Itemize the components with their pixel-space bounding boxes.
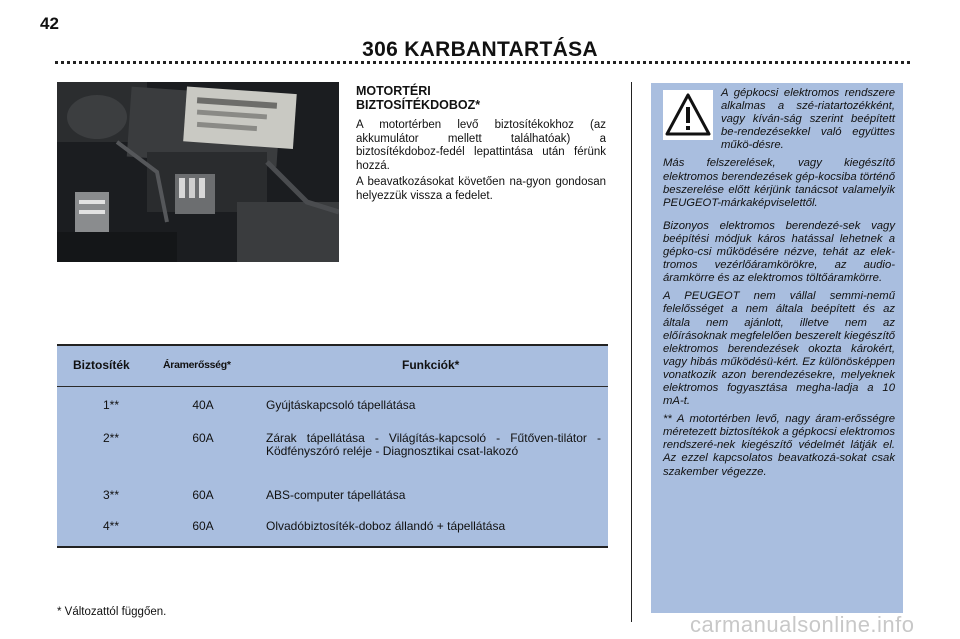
section-heading-line2: BIZTOSÍTÉKDOBOZ* bbox=[356, 98, 481, 112]
cell-amperage: 60A bbox=[192, 431, 214, 445]
cell-function: Zárak tápellátása - Világítás-kapcsoló - Fűtőven-tilátor - Ködfényszóró reléje - Diagnosztikai csat-lakozó bbox=[266, 431, 601, 458]
header-amperage: Áramerősség* bbox=[163, 359, 231, 371]
cell-fuse: 4** bbox=[102, 519, 119, 533]
warning-triangle-icon bbox=[663, 90, 713, 140]
cell-function: Gyújtáskapcsoló tápellátása bbox=[266, 398, 416, 412]
cell-fuse: 3** bbox=[102, 488, 119, 502]
header-fuse: Biztosíték bbox=[73, 358, 130, 372]
engine-bay-photo-graphic bbox=[57, 82, 339, 262]
title-dotted-rule bbox=[55, 61, 910, 64]
section-heading-line1: MOTORTÉRI bbox=[356, 84, 431, 98]
cell-fuse: 2** bbox=[102, 431, 119, 445]
sidebar-paragraph: Más felszerelések, vagy kiegészítő elektromos berendezések gép-kocsiba történő beszerelése előtt kérjünk tanácsot valamelyik PEUGEOT-márkaképviselettől. bbox=[663, 157, 895, 209]
warning-sidebar bbox=[651, 83, 903, 613]
footnote: * Változattól függően. bbox=[57, 606, 167, 618]
page-number: 42 bbox=[40, 14, 59, 33]
header-function: Funkciók* bbox=[402, 358, 460, 372]
section-paragraph: A beavatkozásokat követően na-gyon gondosan helyezzük vissza a fedelet. bbox=[356, 176, 606, 202]
fuse-table bbox=[57, 344, 608, 548]
cell-amperage: 60A bbox=[192, 519, 214, 533]
table-header bbox=[57, 346, 608, 387]
page-title: 306 KARBANTARTÁSA bbox=[362, 38, 598, 61]
column-divider bbox=[631, 82, 632, 622]
sidebar-paragraph: A gépkocsi elektromos rendszere alkalmas a szé-riatartozékként, vagy kíván-ság szerint beépített be-rendezésekkel való együttes műkö-désre. bbox=[721, 87, 895, 152]
section-heading bbox=[356, 84, 616, 112]
sidebar-footnote: ** A motortérben levő, nagy áram-erősségre méretezett biztosítékok a gépkocsi elektromos rendszeré-nek kiegészítő védelmét látják el. Az ezzel kapcsolatos beavatkozá-sokat csak szakember végezze. bbox=[663, 413, 895, 478]
sidebar-paragraph: A PEUGEOT nem vállal semmi-nemű felelősséget a nem általa beépített és az általa nem ajánlott, illetve nem az előírásoknak megfelelően beszerelt kiegészítő elektromos berendezések okozta károkért, vagy hibás működésü-kért. Ez különösképpen vonatkozik azon berendezésekre, melyeknek elektromos fogyasztása megha-ladja a 10 mA-t. bbox=[663, 290, 895, 408]
cell-amperage: 40A bbox=[192, 398, 214, 412]
cell-fuse: 1** bbox=[102, 398, 119, 412]
section-paragraph: A motortérben levő biztosítékokhoz (az akkumulátor mellett találhatóak) a biztosítékdoboz-fedél lepattintása után férünk hozzá. bbox=[356, 119, 606, 172]
cell-function: ABS-computer tápellátása bbox=[266, 488, 406, 502]
cell-function: Olvadóbiztosíték-doboz állandó + tápellátása bbox=[266, 519, 506, 533]
engine-bay-photo bbox=[57, 82, 339, 262]
cell-amperage: 60A bbox=[192, 488, 214, 502]
sidebar-paragraph: Bizonyos elektromos berendezé-sek vagy beépítési módjuk káros hatással lehetnek a gépko-csi működésére nézve, tehát az elek-tromos vezérlőáramkörökre, az audio-áramkörre és az elektromos töltőáramkörre. bbox=[663, 219, 895, 285]
watermark: carmanualsonline.info bbox=[690, 612, 915, 637]
section-body bbox=[356, 119, 606, 207]
